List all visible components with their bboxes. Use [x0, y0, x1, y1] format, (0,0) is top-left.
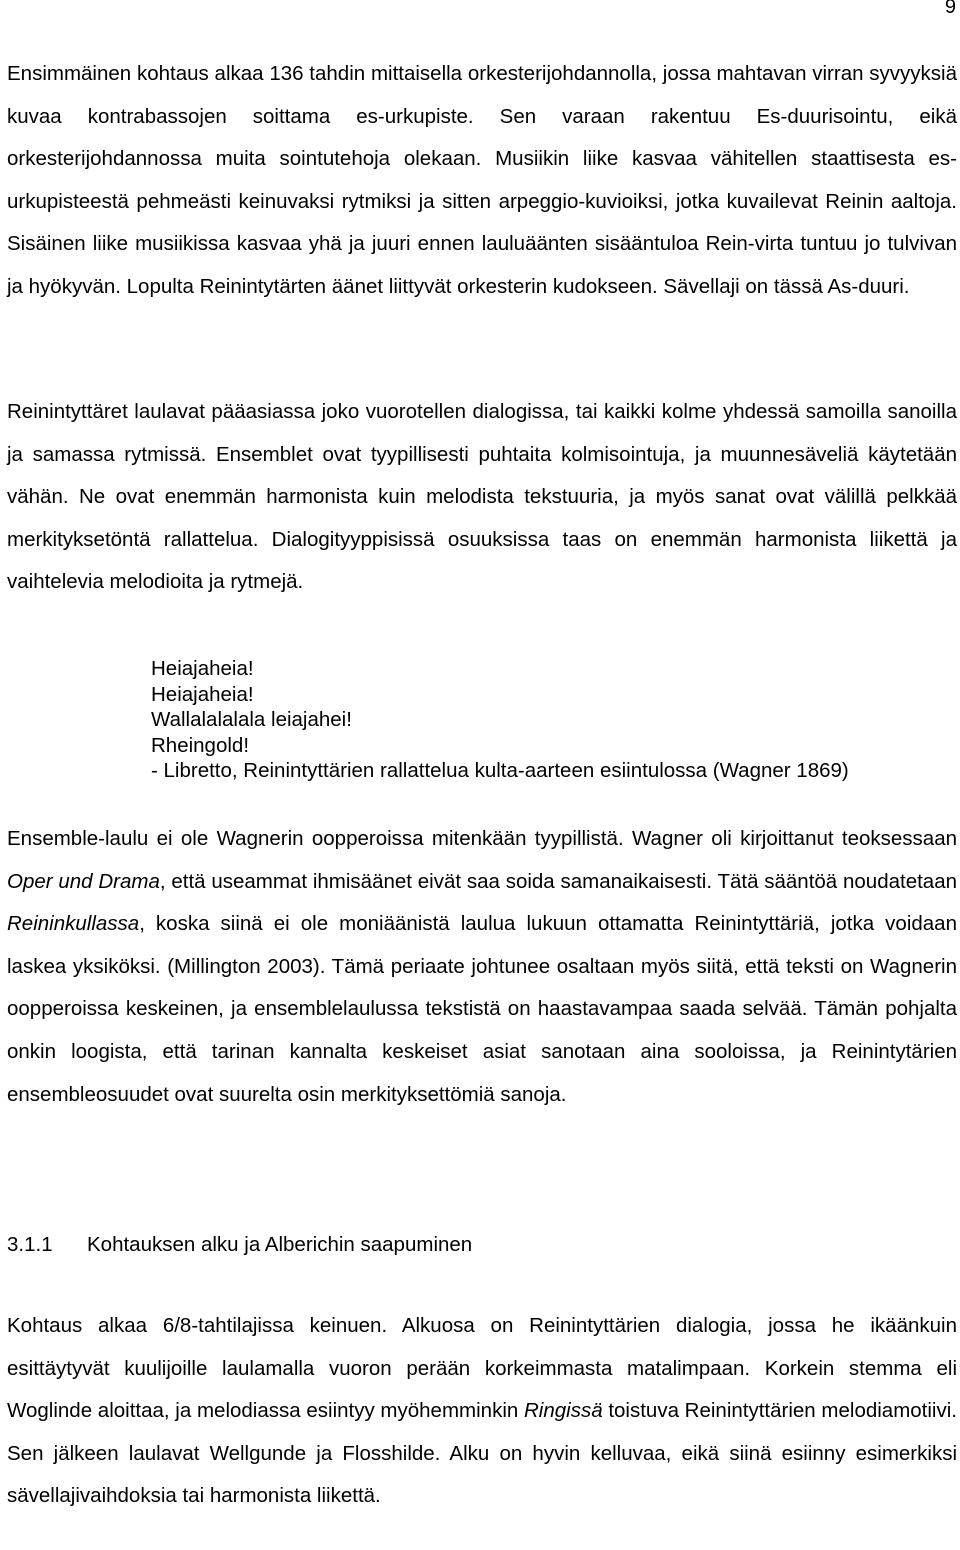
section-number: 3.1.1	[7, 1233, 53, 1256]
quote-line: Rheingold!	[151, 733, 250, 757]
work-title: Ringissä	[523, 1399, 603, 1423]
section-title: Kohtauksen alku ja Alberichin saapuminen	[87, 1233, 473, 1256]
text-span: , että useammat ihmisäänet eivät saa soida samanaikaisesti. Tätä sääntöä noudatetaan	[159, 869, 957, 893]
paragraph-ensemble-singing	[7, 818, 957, 1116]
paragraph-orchestral-intro: Ensimmäinen kohtaus alkaa 136 tahdin mittaisella orkesterijohdannolla, jossa mahtavan virran syvyyksiä kuvaa kontrabassojen soittama es-urkupiste. Sen varaan rakentuu Es-duurisointu, eikä orkesterijohdannossa muita sointutehoja olekaan. Musiikin liike kasvaa vähitellen staattisesta es-urkupisteestä pehmeästi keinuvaksi rytmiksi ja sitten arpeggio-kuvioiksi, jotka kuvailevat Reinin aaltoja. Sisäinen liike musiikissa kasvaa yhä ja juuri ennen lauluäänten sisääntuloa Rein-virta tuntuu jo tulvivan ja hyökyvän. Lopulta Reinintytärten äänet liittyvät orkesterin kudokseen. Sävellaji on tässä As-duuri.	[7, 62, 957, 298]
quote-source: - Libretto, Reinintyttärien rallattelua kulta-aarteen esiintulossa (Wagner 1869)	[151, 759, 849, 782]
quote-line: Heiajaheia!	[151, 682, 254, 706]
page-number: 9	[944, 0, 956, 18]
quote-line: Wallalalalala leiajahei!	[151, 708, 352, 731]
quote-line: Heiajaheia!	[151, 657, 254, 680]
paragraph-scene-start	[7, 1305, 957, 1518]
paragraph-rhinemaidens-singing: Reinintyttäret laulavat pääasiassa joko vuorotellen dialogissa, tai kaikki kolme yhdessä samoilla sanoilla ja samassa rytmissä. Ensemblet ovat tyypillisesti puhtaita kolmisointuja, ja muunnesäveliä käytetään vähän. Ne ovat enemmän harmonista kuin melodista tekstuuria, ja myös sanat ovat välillä pelkkää merkityksetöntä rallattelua. Dialogityyppisissä osuuksissa taas on enemmän harmonista liikettä ja vaihtelevia melodioita ja rytmejä.	[7, 400, 957, 594]
work-title: Oper und Drama	[7, 869, 160, 893]
text-span: Ensemble-laulu ei ole Wagnerin oopperoissa mitenkään tyypillistä. Wagner oli kirjoittanut teoksessaan	[7, 827, 957, 850]
section-heading	[7, 1230, 472, 1260]
text-span: , koska siinä ei ole moniäänistä laulua lukuun ottamatta Reinintyttäriä, jotka voidaan laskea yksiköksi. (Millington 2003). Tämä periaate johtunee osaltaan myös siitä, että teksti on Wagnerin oopperoissa keskeinen, ja ensemblelaulussa tekstistä on haastavampaa saada selvää. Tämän pohjalta onkin loogista, että tarinan kannalta keskeiset asiat sanotaan aina sooloissa, ja Reinintytärien ensembleosuudet ovat suurelta osin merkityksettömiä sanoja.	[7, 912, 957, 1106]
text-span: Kohtaus alkaa 6/8-tahtilajissa keinuen. Alkuosa on Reinintyttärien dialogia, jossa he ikäänkuin esittäytyvät kuulijoille laulamalla vuoron perään korkeimmasta matalimpaan. Korkein stemma eli Woglinde aloittaa, ja melodiassa esiintyy myöhemminkin	[7, 1314, 957, 1423]
text-span: toistuva Reinintyttärien melodiamotiivi. Sen jälkeen laulavat Wellgunde ja Flosshilde. Alku on hyvin kelluvaa, eikä siinä esiinny esimerkiksi sävellajivaihdoksia tai harmonista liikettä.	[7, 1399, 957, 1508]
libretto-quote	[151, 656, 951, 784]
work-title: Reininkullassa	[7, 912, 140, 936]
